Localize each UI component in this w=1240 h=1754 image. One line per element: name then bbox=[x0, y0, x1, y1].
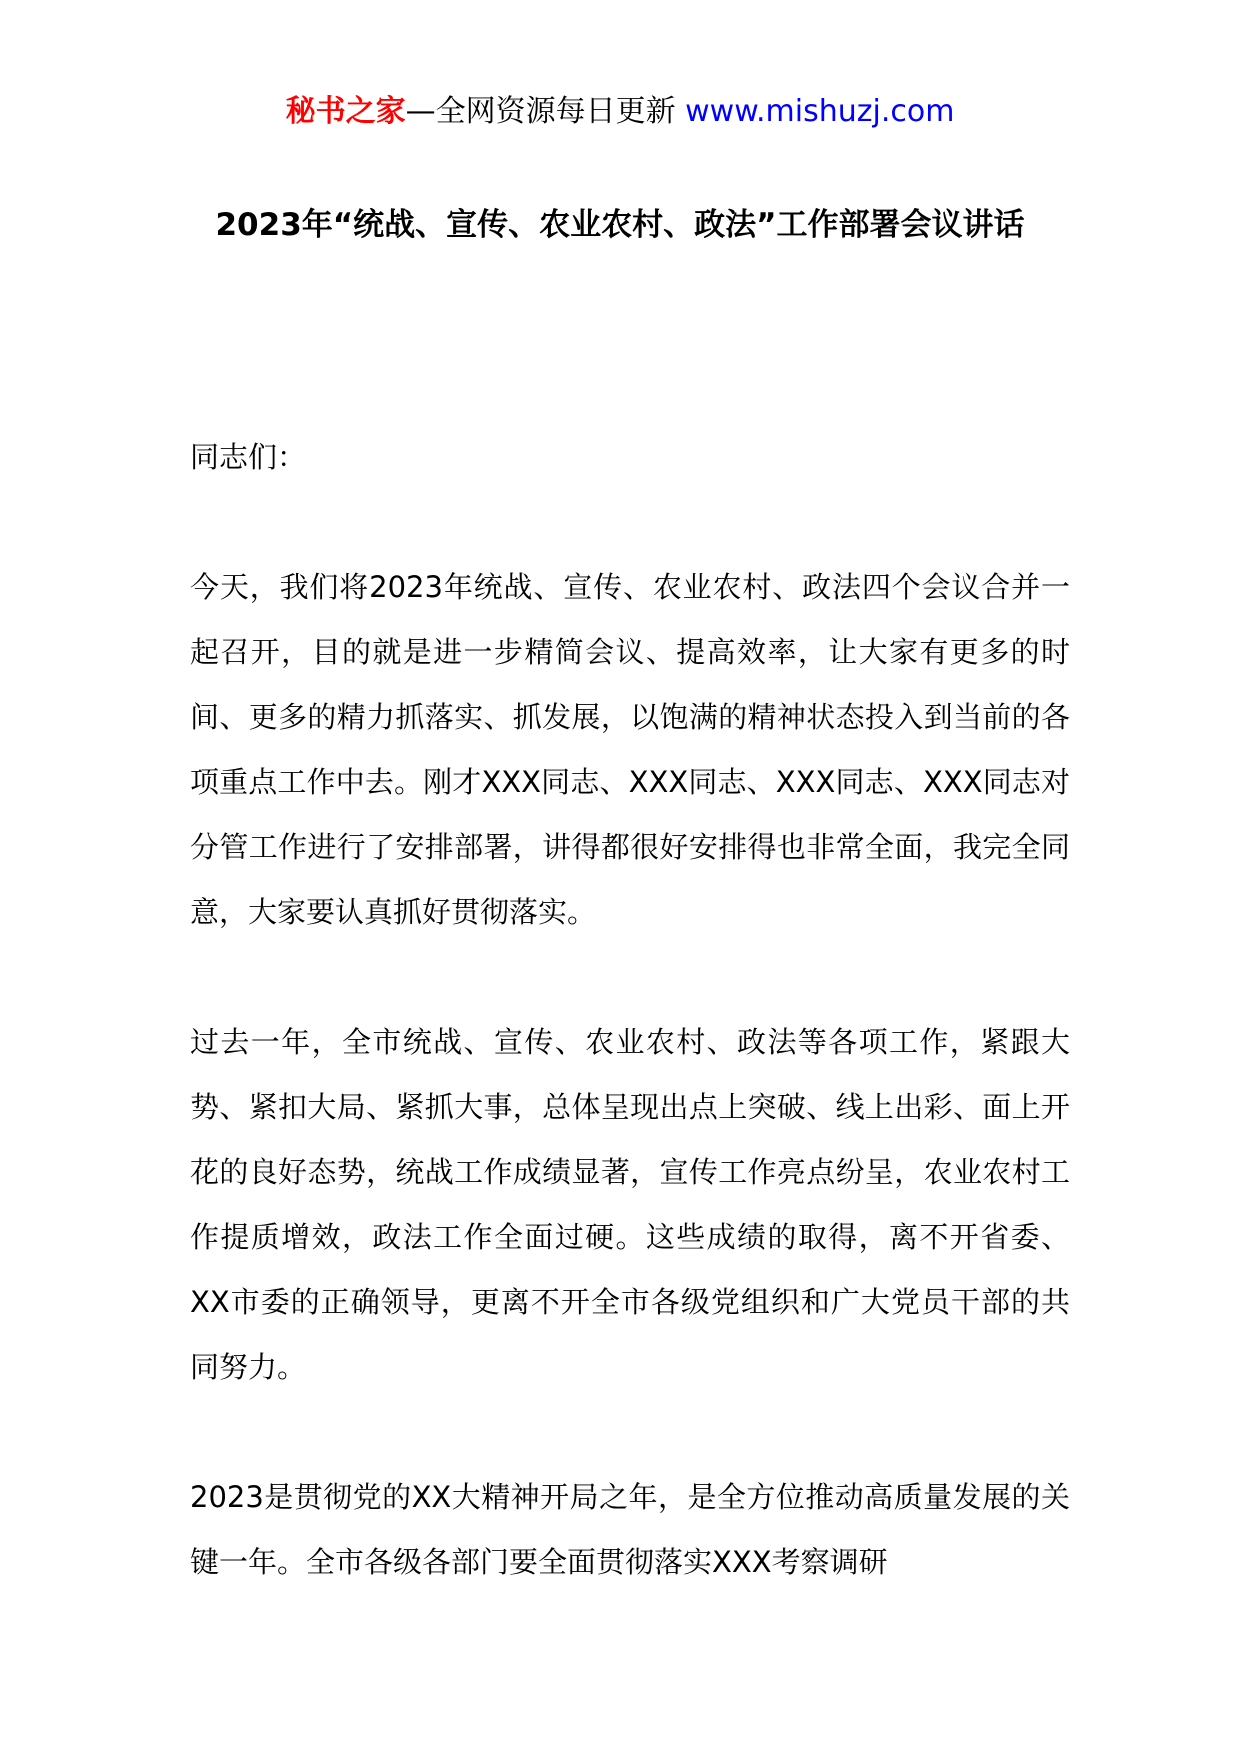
document-title: 2023年“统战、宣传、农业农村、政法”工作部署会议讲话 bbox=[215, 207, 1025, 243]
greeting: 同志们： bbox=[190, 440, 307, 474]
site-tagline: —全网资源每日更新 bbox=[405, 94, 686, 129]
paragraph: 2023是贯彻党的XX大精神开局之年，是全方位推动高质量发展的关键一年。全市各级各部门要全面贯彻落实XXX考察调研 bbox=[190, 1480, 1070, 1579]
paragraph: 今天，我们将2023年统战、宣传、农业农村、政法四个会议合并一起召开，目的就是进一步精简会议、提高效率，让大家有更多的时间、更多的精力抓落实、抓发展，以饱满的精神状态投入到当前的各项重点工作中去。刚才XXX同志、XXX同志、XXX同志、XXX同志对分管工作进行了安排部署，讲得都很好安排得也非常全面，我完全同意，大家要认真抓好贯彻落实。 bbox=[190, 570, 1070, 929]
site-header bbox=[0, 92, 1240, 132]
paragraph: 过去一年，全市统战、宣传、农业农村、政法等各项工作，紧跟大势、紧扣大局、紧抓大事，总体呈现出点上突破、线上出彩、面上开花的良好态势，统战工作成绩显著，宣传工作亮点纷呈，农业农村工作提质增效，政法工作全面过硬。这些成绩的取得，离不开省委、XX市委的正确领导，更离不开全市各级党组织和广大党员干部的共同努力。 bbox=[190, 1025, 1070, 1384]
site-brand: 秘书之家 bbox=[285, 94, 406, 129]
site-url-link[interactable]: www.mishuzj.com bbox=[685, 94, 955, 129]
document-body bbox=[190, 425, 1070, 1595]
